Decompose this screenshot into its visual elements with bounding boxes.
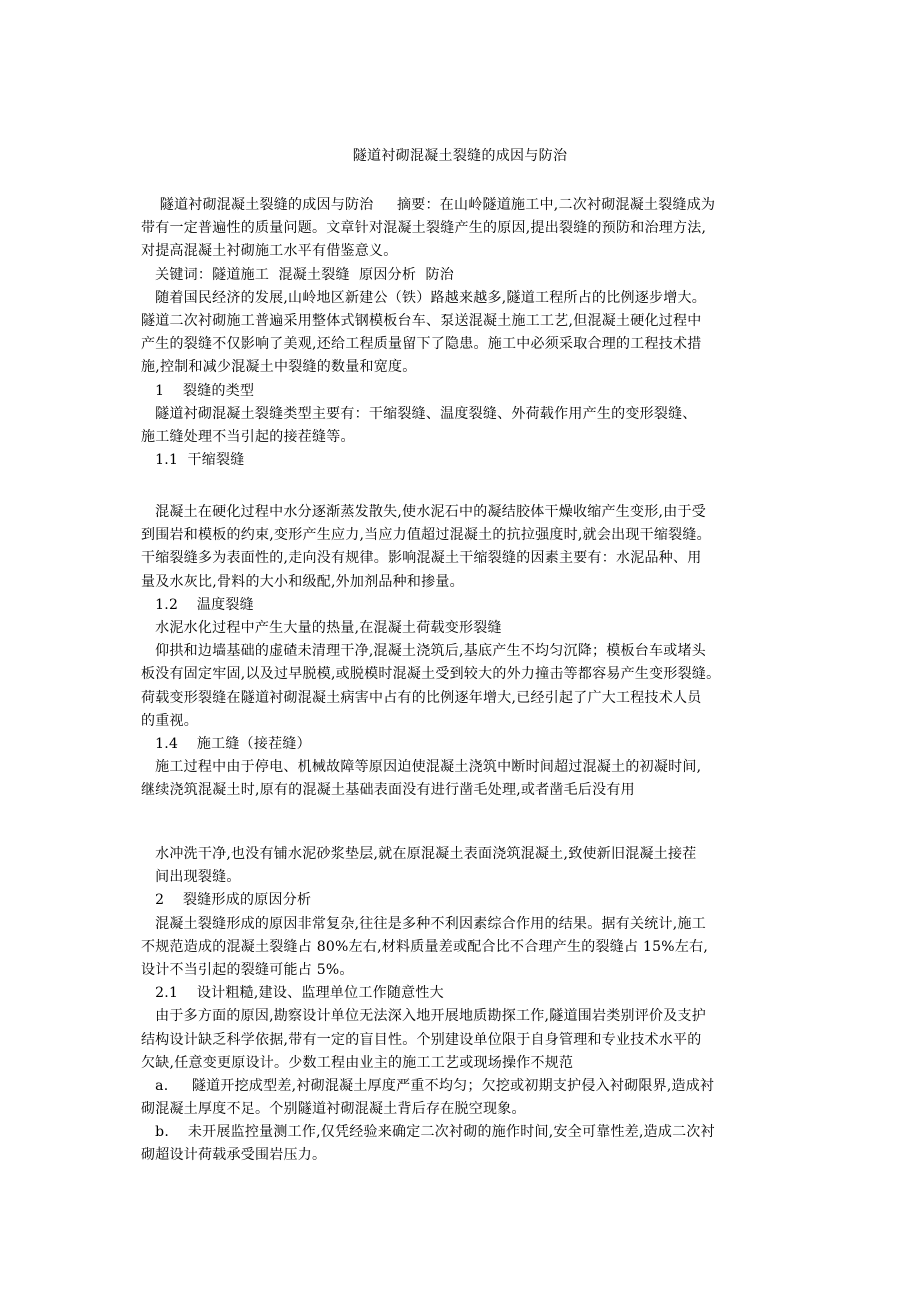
text-line: 混凝土在硬化过程中水分逐渐蒸发散失,使水泥石中的凝结胶体干燥收缩产生变形,由于受 — [141, 504, 706, 520]
text-line: 砌超设计荷载承受围岩压力。 — [141, 1147, 327, 1164]
document-title: 隧道衬砌混凝土裂缝的成因与防治 — [352, 148, 568, 164]
body-section-3 — [141, 843, 791, 1168]
text-line: 到围岩和模板的约束,变形产生应力,当应力值超过混凝土的抗拉强度时,就会出现干缩裂缝。 — [141, 527, 711, 544]
text-line: 施,控制和减少混凝土中裂缝的数量和宽度。 — [141, 359, 417, 376]
text-line: 隧道衬砌混凝土裂缝类型主要有：干缩裂缝、温度裂缝、外荷载作用产生的变形裂缝、 — [141, 405, 697, 422]
text-line: 水泥水化过程中产生大量的热量,在混凝土荷载变形裂缝 — [141, 619, 502, 636]
text-line: 设计不当引起的裂缝可能占 5%。 — [141, 961, 354, 978]
text-line: 量及水灰比,骨料的大小和级配,外加剂品种和掺量。 — [141, 573, 464, 590]
text-line: 的重视。 — [141, 712, 198, 729]
text-line: 1.1 干缩裂缝 — [141, 452, 245, 469]
text-line: 1.2 温度裂缝 — [141, 596, 254, 613]
text-line: 隧道衬砌混凝土裂缝的成因与防治 摘要：在山岭隧道施工中,二次衬砌混凝土裂缝成为 — [141, 197, 716, 213]
text-line: 关键词：隧道施工 混凝土裂缝 原因分析 防治 — [141, 266, 455, 283]
text-line: 欠缺,任意变更原设计。少数工程由业主的施工工艺或现场操作不规范 — [141, 1054, 574, 1071]
body-section-2 — [141, 501, 791, 802]
text-line: 结构设计缺乏科学依据,带有一定的盲目性。个别建设单位限于自身管理和专业技术水平的 — [141, 1031, 702, 1048]
text-line: 施工缝处理不当引起的接茬缝等。 — [141, 428, 355, 445]
text-line: 2 裂缝形成的原因分析 — [141, 892, 312, 909]
text-line: a. 隧道开挖成型差,衬砌混凝土厚度严重不均匀；欠挖或初期支护侵入衬砌限界,造成衬 — [141, 1077, 715, 1094]
text-line: 隧道二次衬砌施工普遍采用整体式钢模板台车、泵送混凝土施工工艺,但混凝土硬化过程中 — [141, 312, 702, 329]
text-line: 对提高混凝土衬砌施工水平有借鉴意义。 — [141, 243, 398, 260]
text-line: 不规范造成的混凝土裂缝占 80%左右,材料质量差或配合比不合理产生的裂缝占 15%左右, — [141, 938, 709, 955]
text-line: 由于多方面的原因,勘察设计单位无法深入地开展地质勘探工作,隧道围岩类别评价及支护 — [141, 1008, 706, 1025]
text-line: 产生的裂缝不仅影响了美观,还给工程质量留下了隐患。施工中必须采取合理的工程技术措 — [141, 336, 702, 353]
text-line: 间出现裂缝。 — [141, 869, 241, 886]
text-line: 荷载变形裂缝在隧道衬砌混凝土病害中占有的比例逐年增大,已经引起了广大工程技术人员 — [141, 689, 702, 706]
text-line: 2.1 设计粗糙,建设、监理单位工作随意性大 — [141, 985, 444, 1002]
text-line: b. 未开展监控量测工作,仅凭经验来确定二次衬砌的施作时间,安全可靠性差,造成二次衬 — [141, 1124, 715, 1141]
text-line: 仰拱和边墙基础的虚碴未清理干净,混凝土浇筑后,基底产生不均匀沉降；模板台车或堵头 — [141, 643, 706, 660]
text-line: 1.4 施工缝（接茬缝） — [141, 735, 311, 752]
body-section-1 — [141, 194, 791, 472]
text-line: 砌混凝土厚度不足。个别隧道衬砌混凝土背后存在脱空现象。 — [141, 1101, 526, 1118]
text-line: 1 裂缝的类型 — [141, 382, 255, 399]
text-line: 干缩裂缝多为表面性的,走向没有规律。影响混凝土干缩裂缝的因素主要有：水泥品种、用 — [141, 550, 702, 567]
text-line: 继续浇筑混凝土时,原有的混凝土基础表面没有进行凿毛处理,或者凿毛后没有用 — [141, 782, 635, 799]
text-line: 水冲洗干净,也没有铺水泥砂浆垫层,就在原混凝土表面浇筑混凝土,致使新旧混凝土接茬 — [141, 846, 697, 862]
text-line: 施工过程中由于停电、机械故障等原因迫使混凝土浇筑中断时间超过混凝土的初凝时间, — [141, 759, 702, 776]
text-line: 混凝土裂缝形成的原因非常复杂,往往是多种不利因素综合作用的结果。据有关统计,施工 — [141, 915, 706, 932]
text-line: 板没有固定牢固,以及过早脱模,或脱模时混凝土受到较大的外力撞击等都容易产生变形裂缝。 — [141, 666, 721, 683]
text-line: 随着国民经济的发展,山岭地区新建公（铁）路越来越多,隧道工程所占的比例逐步增大。 — [141, 289, 706, 306]
text-line: 带有一定普遍性的质量问题。文章针对混凝土裂缝产生的原因,提出裂缝的预防和治理方法, — [141, 220, 707, 237]
